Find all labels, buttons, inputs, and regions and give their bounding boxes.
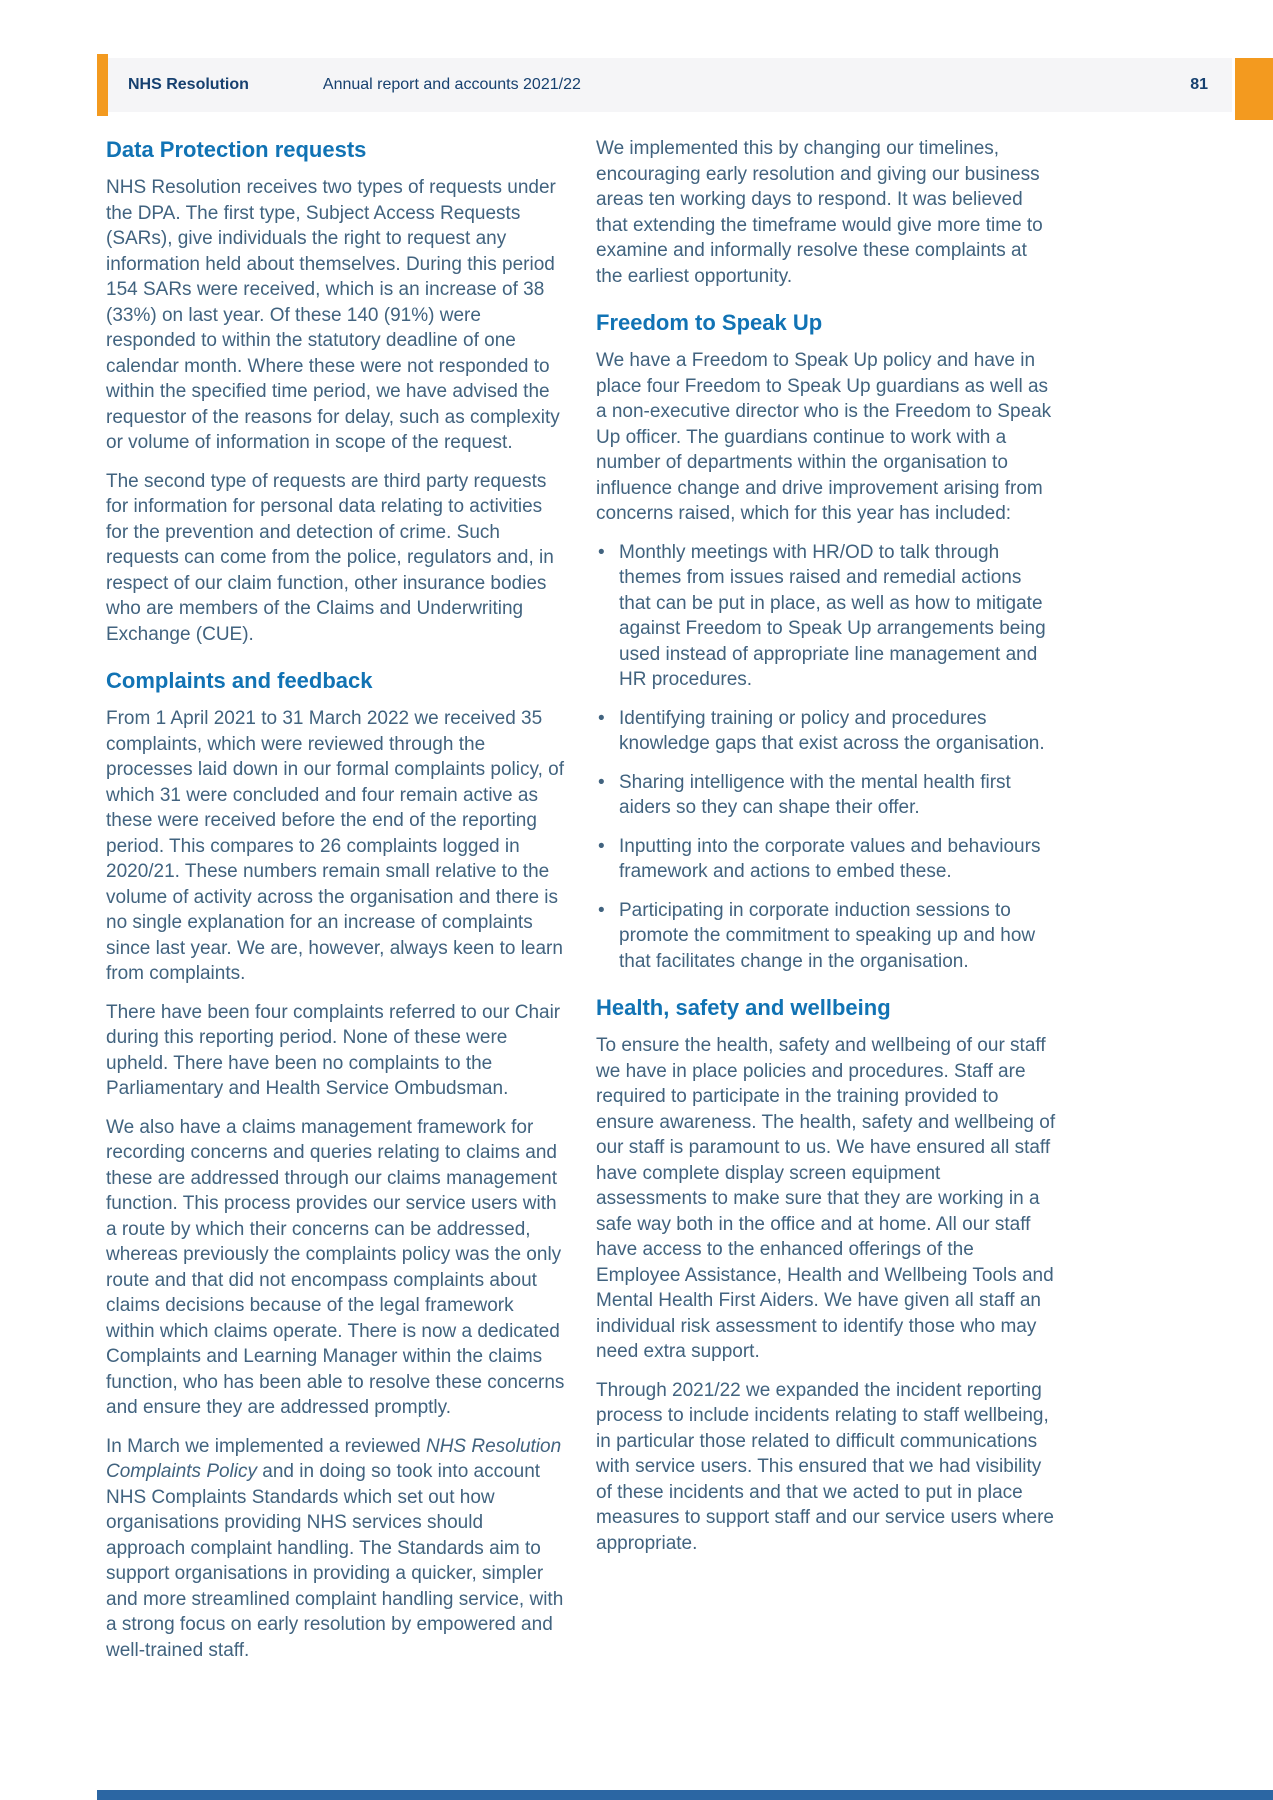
paragraph: NHS Resolution receives two types of requests under the DPA. The first type, Subject Access Requests (SARs), give individuals the right to request any information held about themselves. During this period 154 SARs were received, which is an increase of 38 (33%) on last year. Of these 140 (91%) were responded to within the statutory deadline of one calendar month. Where these were not responded to within the specified time period, we have advised the requestor of the reasons for delay, such as complexity or volume of information in scope of the request. (106, 177, 560, 453)
paragraph: We also have a claims management framework for recording concerns and queries relating to claims and these are addressed through our claims management function. This process provides our service users with a route by which their concerns can be addressed, whereas previously the complaints policy was the only route and that did not encompass complaints about claims decisions because of the legal framework within which claims operate. There is now a dedicated Complaints and Learning Manager within the claims function, who has been able to resolve these concerns and ensure they are addressed promptly. (106, 1116, 565, 1418)
list-item (596, 540, 1056, 693)
italic-policy-title: NHS Resolution Complaints Policy (106, 1435, 562, 1482)
bullet-icon: • (598, 835, 605, 857)
left-column (106, 136, 566, 1676)
paragraph: We implemented this by changing our timelines, encouraging early resolution and giving our business areas ten working days to respond. It was believed that extending the timeframe would give more time to examine and informally resolve these complaints at the earliest opportunity. (596, 138, 1043, 287)
right-column (596, 136, 1056, 1676)
list-item-text: Inputting into the corporate values and behaviours framework and actions to embed these. (619, 835, 1041, 882)
paragraph: We have a Freedom to Speak Up policy and have in place four Freedom to Speak Up guardians as well as a non-executive director who is the Freedom to Speak Up officer. The guardians continue to work with a number of departments within the organisation to influence change and drive improvement arising from concerns raised, which for this year has included: (596, 350, 1052, 524)
bullet-icon: • (598, 771, 605, 793)
list-item-text: Sharing intelligence with the mental health first aiders so they can shape their offer. (619, 771, 1011, 818)
list-item (596, 770, 1056, 821)
footer-bar (97, 1790, 1273, 1800)
bullet-icon: • (598, 707, 605, 729)
page-content (106, 136, 1056, 1676)
list-item-text: Participating in corporate induction sessions to promote the commitment to speaking up and how that facilitates change in the organisation. (619, 899, 1036, 972)
paragraph: The second type of requests are third party requests for information for personal data relating to activities for the prevention and detection of crime. Such requests can come from the police, regulators and, in respect of our claim function, other insurance bodies who are members of the Claims and Underwriting Exchange (CUE). (106, 470, 554, 645)
list-item (596, 898, 1056, 975)
section-heading-complaints-feedback: Complaints and feedback (106, 668, 373, 693)
bullet-icon: • (598, 541, 605, 563)
orange-accent-block-right (1235, 58, 1273, 120)
paragraph-text: In March we implemented a reviewed (106, 1435, 426, 1457)
page-header (108, 58, 1232, 112)
list-item-text: Identifying training or policy and procedures knowledge gaps that exist across the organisation. (619, 707, 1045, 754)
paragraph-text: and in doing so took into account NHS Complaints Standards which set out how organisations providing NHS services should approach complaint handling. The Standards aim to support organisations in providing a quicker, simpler and more streamlined complaint handling service, with a strong focus on early resolution by empowered and well-trained staff. (106, 1461, 564, 1661)
orange-accent-bar-left (97, 54, 108, 116)
paragraph: To ensure the health, safety and wellbeing of our staff we have in place policies and procedures. Staff are required to participate in the training provided to ensure awareness. The health, safety and wellbeing of our staff is paramount to us. We have ensured all staff have complete display screen equipment assessments to make sure that they are working in a safe way both in the office and at home. All our staff have access to the enhanced offerings of the Employee Assistance, Health and Wellbeing Tools and Mental Health First Aiders. We have given all staff an individual risk assessment to identify those who may need extra support. (596, 1035, 1056, 1362)
header-brand: NHS Resolution (128, 76, 249, 93)
section-heading-health-safety-wellbeing: Health, safety and wellbeing (596, 995, 891, 1020)
header-title: Annual report and accounts 2021/22 (322, 76, 581, 93)
paragraph: From 1 April 2021 to 31 March 2022 we received 35 complaints, which were reviewed through the processes laid down in our formal complaints policy, of which 31 were concluded and four remain active as these were received before the end of the reporting period. This compares to 26 complaints logged in 2020/21. These numbers remain small relative to the volume of activity across the organisation and there is no single explanation for an increase of complaints since last year. We are, however, always keen to learn from complaints. (106, 708, 564, 984)
paragraph (106, 1434, 566, 1664)
list-item (596, 834, 1056, 885)
page-number: 81 (1190, 76, 1208, 93)
bullet-icon: • (598, 899, 605, 921)
paragraph: There have been four complaints referred to our Chair during this reporting period. None of these were upheld. There have been no complaints to the Parliamentary and Health Service Ombudsman. (106, 1001, 561, 1099)
bullet-list (596, 540, 1056, 975)
section-heading-freedom-to-speak-up: Freedom to Speak Up (596, 310, 823, 335)
paragraph: Through 2021/22 we expanded the incident reporting process to include incidents relating to staff wellbeing, in particular those related to difficult communications with service users. This ensured that we had visibility of these incidents and that we acted to put in place measures to support staff and our service users where appropriate. (596, 1379, 1054, 1554)
section-heading-data-protection: Data Protection requests (106, 137, 367, 162)
list-item (596, 706, 1056, 757)
list-item-text: Monthly meetings with HR/OD to talk through themes from issues raised and remedial actions that can be put in place, as well as how to mitigate against Freedom to Speak Up arrangements being used instead of appropriate line management and HR procedures. (619, 541, 1046, 690)
